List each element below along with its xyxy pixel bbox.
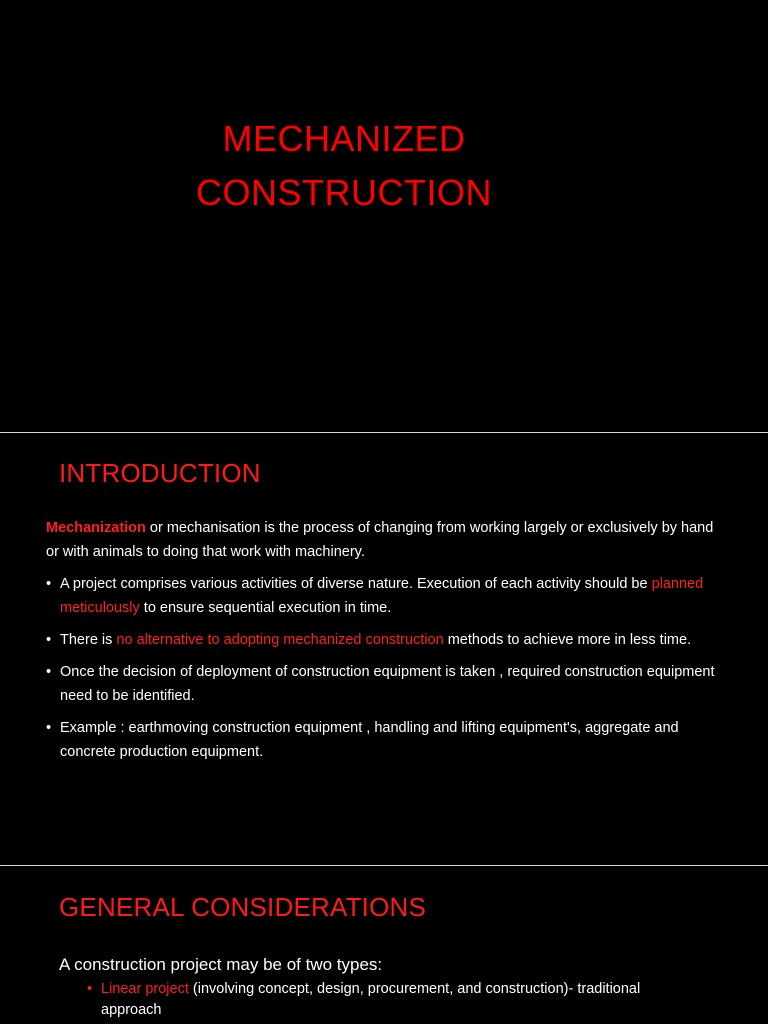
- bullet-text-after: methods to achieve more in less time.: [443, 632, 692, 648]
- list-item: [46, 660, 716, 708]
- bullet-icon: •: [46, 664, 52, 680]
- list-item: [46, 572, 716, 620]
- list-item: [87, 979, 647, 1021]
- list-item: [46, 716, 716, 764]
- slide-title: [0, 112, 688, 220]
- intro-rest: or mechanisation is the process of changing from working largely or exclusively by hand or with animals to doing that work with machinery.: [46, 520, 714, 560]
- bullet-text-after: to ensure sequential execution in time.: [139, 600, 392, 616]
- bullet-icon: •: [87, 981, 93, 997]
- bullet-text: Example : earthmoving construction equipment , handling and lifting equipment's, aggregate and concrete production equipment.: [60, 720, 679, 760]
- bullet-icon: •: [46, 720, 52, 736]
- general-considerations-heading: GENERAL CONSIDERATIONS: [59, 892, 427, 922]
- introduction-bullet-list: [46, 572, 716, 772]
- list-item: [46, 628, 716, 652]
- title-slide: [0, 0, 768, 432]
- bullet-text: Once the decision of deployment of construction equipment is taken , required construction equipment need to be identified.: [60, 664, 715, 704]
- title-line-2: CONSTRUCTION: [196, 172, 492, 213]
- introduction-heading: INTRODUCTION: [59, 458, 261, 488]
- bullet-icon: •: [46, 632, 52, 648]
- bullet-highlight: no alternative to adopting mechanized construction: [116, 632, 444, 648]
- general-considerations-lead: A construction project may be of two types:: [59, 955, 383, 974]
- bullet-text: A project comprises various activities of diverse nature. Execution of each activity should be: [60, 576, 652, 592]
- bullet-icon: •: [46, 576, 52, 592]
- intro-term: Mechanization: [46, 520, 146, 536]
- intro-paragraph: [46, 516, 726, 564]
- bullet-highlight: Linear project: [101, 981, 189, 997]
- introduction-slide: [0, 433, 768, 865]
- general-considerations-bullet-list: [87, 979, 647, 1021]
- bullet-text-after: (involving concept, design, procurement, and construction)- traditional approach: [101, 981, 641, 1018]
- title-line-1: MECHANIZED: [222, 118, 466, 159]
- bullet-highlight: planned meticulously: [60, 576, 704, 616]
- general-considerations-slide: [0, 866, 768, 1024]
- bullet-text: There is: [60, 632, 117, 648]
